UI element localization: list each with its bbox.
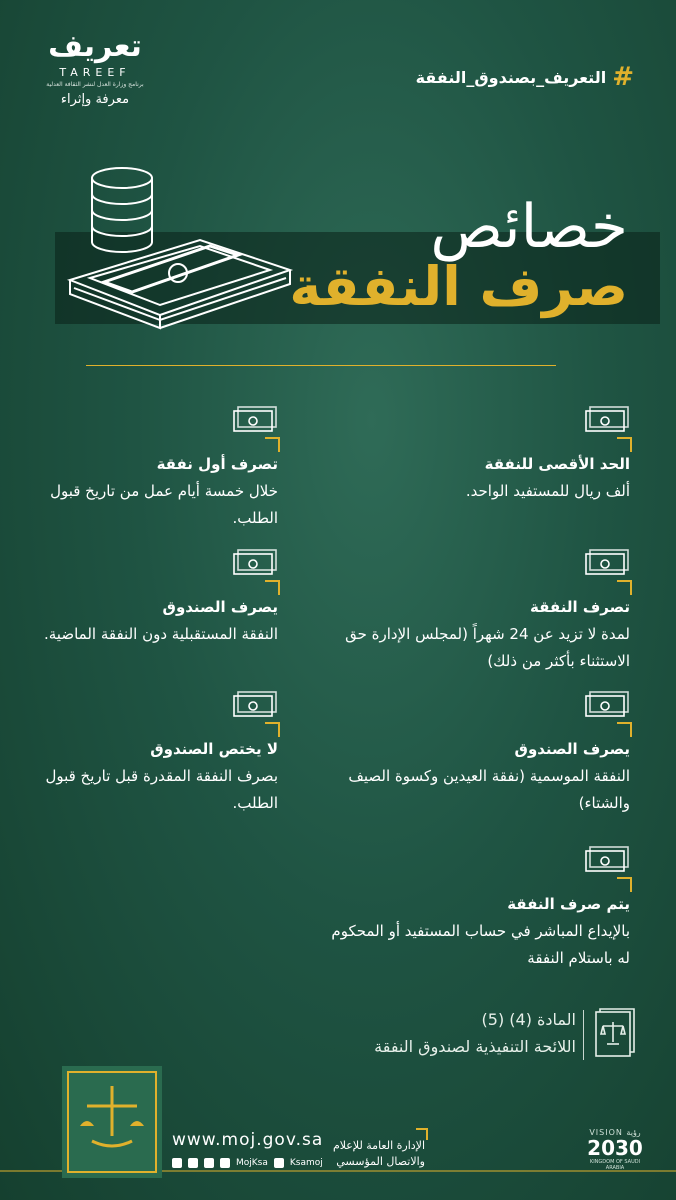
card-title: لا يختص الصندوق [150,740,278,758]
logo-english-name: TAREEF [59,66,131,79]
vision-2030-logo [580,1128,650,1171]
source-article: المادة (4) (5) [481,1010,576,1029]
twitter-icon[interactable] [172,1158,182,1168]
vision-country: KINGDOM OF SAUDI ARABIA [589,1159,641,1171]
page-title-line1: خصائص [430,192,628,262]
social-links [172,1158,323,1168]
hashtag [416,62,634,92]
cash-icon [226,548,278,578]
vision-year: 2030 [587,1136,643,1160]
info-card-first-payment [0,405,278,532]
card-text: خلال خمسة أيام عمل من تاريخ قبول الطلب. [50,482,278,527]
source-regulation: اللائحة التنفيذية لصندوق النفقة [374,1037,576,1056]
ministry-emblem [62,1066,162,1178]
vision-label: VISION [589,1128,623,1137]
logo-tagline: معرفة وإثراء [60,92,130,107]
law-document-icon [592,1008,638,1060]
youtube-icon[interactable] [274,1158,284,1168]
logo-subtitle: برنامج وزارة العدل لنشر الثقافة العدلية [46,81,144,88]
card-title: تصرف أول نفقة [156,455,278,473]
instagram-icon[interactable] [188,1158,198,1168]
cash-icon [578,405,630,435]
info-card-max-amount [330,405,630,505]
card-title: تصرف النفقة [530,598,630,616]
info-card-not-covered [0,690,278,817]
card-text: بالإيداع المباشر في حساب المستفيد أو المحكوم له باستلام النفقة [331,922,630,967]
social-handle-2[interactable]: Ksamoj [289,1158,323,1168]
hashtag-text: التعريف_بصندوق_النفقة [415,67,607,87]
card-text: ألف ريال للمستفيد الواحد. [465,482,630,500]
logo-arabic-name: تعريف [48,29,142,64]
card-title: يصرف الصندوق [514,740,630,758]
cash-icon [226,690,278,720]
cash-icon [578,548,630,578]
card-title: يتم صرف النفقة [507,895,630,913]
website-url[interactable]: www.moj.gov.sa [172,1130,324,1150]
cash-icon [226,405,278,435]
title-divider [86,365,556,366]
source-reference [374,1010,576,1056]
cash-icon [578,690,630,720]
card-text: لمدة لا تزيد عن 24 شهراً (لمجلس الإدارة حق الاستثناء بأكثر من ذلك) [345,625,630,670]
info-card-future-alimony [0,548,278,648]
snapchat-icon[interactable] [204,1158,214,1168]
info-card-duration [330,548,630,675]
card-title: الحد الأقصى للنفقة [484,455,630,473]
card-text: بصرف النفقة المقدرة قبل تاريخ قبول الطلب. [45,767,278,812]
linkedin-icon[interactable] [220,1158,230,1168]
cash-icon [578,845,630,875]
department-name: الإدارة العامة للإعلام والاتصال المؤسسي [332,1139,425,1168]
card-title: يصرف الصندوق [162,598,278,616]
money-stack-icon [60,150,310,330]
info-card-direct-deposit [330,845,630,972]
tareef-logo [40,30,150,107]
info-card-seasonal [330,690,630,817]
vision-arabic: رؤية [626,1128,641,1137]
card-text: النفقة المستقبلية دون النفقة الماضية. [44,625,278,643]
social-handle-1[interactable]: MojKsa [236,1158,268,1168]
source-divider [583,1010,584,1060]
hashtag-symbol: # [612,62,634,92]
page-title-line2: صرف النفقة [289,255,628,318]
card-text: النفقة الموسمية (نفقة العيدين وكسوة الصيف والشتاء) [348,767,630,812]
